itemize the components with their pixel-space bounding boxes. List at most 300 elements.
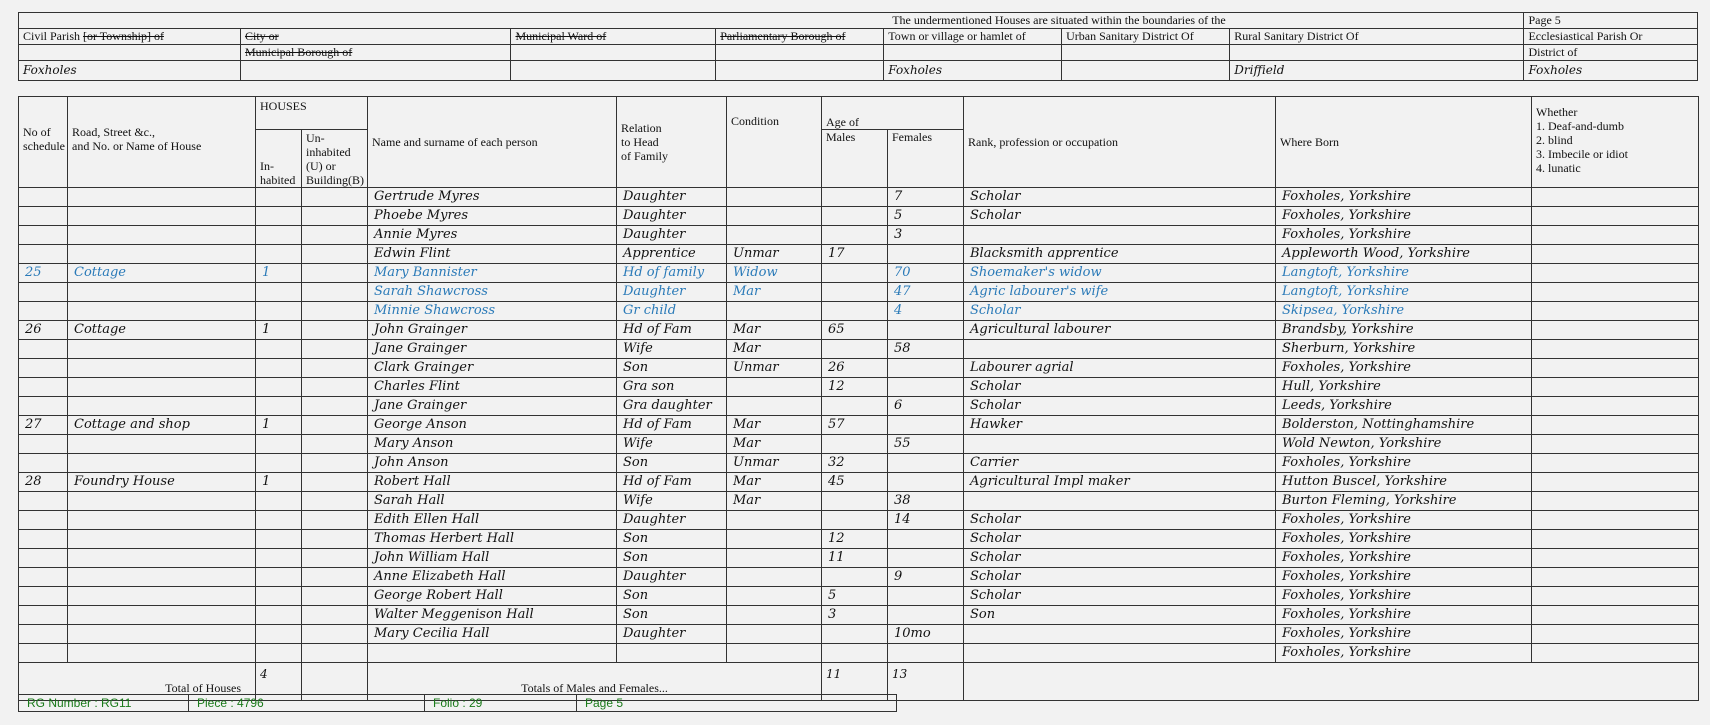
cell-condition [727, 397, 822, 416]
cell-name: Anne Elizabeth Hall [368, 568, 617, 587]
rural-district-value: Driffield [1230, 61, 1524, 81]
table-row [19, 283, 1699, 302]
cell-relation: Gr child [617, 302, 727, 321]
table-row [19, 530, 1699, 549]
table-row [19, 207, 1699, 226]
cell-uninhabited [302, 321, 368, 340]
cell-road [68, 625, 256, 644]
cell-occupation [964, 644, 1276, 663]
cell-occupation: Scholar [964, 397, 1276, 416]
cell-female-age [888, 416, 964, 435]
cell-where-born: Foxholes, Yorkshire [1276, 606, 1532, 625]
cell-condition: Unmar [727, 454, 822, 473]
cell-occupation: Agricultural Impl maker [964, 473, 1276, 492]
cell-inhabited: 1 [256, 321, 302, 340]
cell-infirmity [1532, 359, 1699, 378]
cell-road: Cottage [68, 321, 256, 340]
table-row [19, 625, 1699, 644]
cell-schedule: 25 [19, 264, 68, 283]
cell-road: Cottage and shop [68, 416, 256, 435]
cell-uninhabited [302, 188, 368, 207]
table-row [19, 511, 1699, 530]
ecclesiastical-parish-value: Foxholes [1524, 61, 1698, 81]
cell-relation: Wife [617, 340, 727, 359]
cell-occupation: Scholar [964, 207, 1276, 226]
cell-inhabited [256, 644, 302, 663]
col-houses: HOUSES [256, 97, 368, 130]
cell-where-born: Foxholes, Yorkshire [1276, 207, 1532, 226]
cell-relation: Hd of family [617, 264, 727, 283]
cell-male-age [822, 283, 888, 302]
district-of-label: District of [1524, 45, 1698, 61]
cell-infirmity [1532, 435, 1699, 454]
cell-infirmity [1532, 549, 1699, 568]
cell-infirmity [1532, 264, 1699, 283]
cell-occupation: Scholar [964, 549, 1276, 568]
table-row [19, 397, 1699, 416]
cell-schedule [19, 340, 68, 359]
cell-infirmity [1532, 283, 1699, 302]
cell-name: Walter Meggenison Hall [368, 606, 617, 625]
col-whether: Whether 1. Deaf-and-dumb 2. blind 3. Imbecile or idiot 4. lunatic [1532, 97, 1699, 188]
cell-schedule [19, 492, 68, 511]
cell-infirmity [1532, 511, 1699, 530]
cell-where-born: Burton Fleming, Yorkshire [1276, 492, 1532, 511]
col-inhabited: In- habited [256, 130, 302, 188]
cell-infirmity [1532, 207, 1699, 226]
cell-female-age [888, 378, 964, 397]
cell-female-age: 9 [888, 568, 964, 587]
cell-infirmity [1532, 397, 1699, 416]
cell-relation: Son [617, 549, 727, 568]
cell-condition: Mar [727, 473, 822, 492]
table-row [19, 549, 1699, 568]
cell-name: Edwin Flint [368, 245, 617, 264]
cell-infirmity [1532, 606, 1699, 625]
cell-where-born: Foxholes, Yorkshire [1276, 644, 1532, 663]
cell-inhabited [256, 283, 302, 302]
table-row [19, 245, 1699, 264]
cell-male-age [822, 188, 888, 207]
cell-schedule [19, 549, 68, 568]
municipal-ward-label: Municipal Ward of [511, 29, 716, 45]
table-row [19, 321, 1699, 340]
census-table [18, 96, 1699, 701]
cell-condition: Mar [727, 340, 822, 359]
cell-male-age: 32 [822, 454, 888, 473]
cell-where-born: Foxholes, Yorkshire [1276, 511, 1532, 530]
table-row [19, 606, 1699, 625]
cell-where-born: Foxholes, Yorkshire [1276, 568, 1532, 587]
cell-relation: Wife [617, 435, 727, 454]
cell-name: Mary Anson [368, 435, 617, 454]
cell-infirmity [1532, 226, 1699, 245]
cell-male-age: 12 [822, 530, 888, 549]
cell-uninhabited [302, 549, 368, 568]
cell-road [68, 340, 256, 359]
cell-uninhabited [302, 454, 368, 473]
cell-male-age: 12 [822, 378, 888, 397]
table-row [19, 302, 1699, 321]
cell-inhabited [256, 511, 302, 530]
cell-schedule [19, 625, 68, 644]
city-label: City or [240, 29, 510, 45]
cell-name: Gertrude Myres [368, 188, 617, 207]
total-persons-label: Totals of Males and Females... [368, 663, 822, 701]
cell-inhabited [256, 549, 302, 568]
cell-male-age [822, 226, 888, 245]
cell-male-age: 17 [822, 245, 888, 264]
cell-uninhabited [302, 340, 368, 359]
cell-schedule [19, 378, 68, 397]
cell-occupation: Shoemaker's widow [964, 264, 1276, 283]
table-row [19, 473, 1699, 492]
cell-where-born: Bolderston, Nottinghamshire [1276, 416, 1532, 435]
cell-infirmity [1532, 454, 1699, 473]
col-relation: Relation to Head of Family [617, 97, 727, 188]
cell-occupation [964, 340, 1276, 359]
cell-road [68, 644, 256, 663]
col-males: Males [822, 130, 888, 188]
rg-number: RG Number : RG11 [19, 695, 189, 712]
cell-female-age: 55 [888, 435, 964, 454]
parliamentary-borough-label: Parliamentary Borough of [716, 29, 884, 45]
cell-occupation: Scholar [964, 530, 1276, 549]
cell-uninhabited [302, 207, 368, 226]
cell-road [68, 511, 256, 530]
cell-male-age: 5 [822, 587, 888, 606]
cell-road [68, 549, 256, 568]
cell-occupation: Scholar [964, 587, 1276, 606]
cell-male-age [822, 625, 888, 644]
cell-occupation: Carrier [964, 454, 1276, 473]
cell-infirmity [1532, 302, 1699, 321]
cell-schedule [19, 283, 68, 302]
cell-female-age: 5 [888, 207, 964, 226]
cell-relation: Son [617, 606, 727, 625]
cell-name: Jane Grainger [368, 340, 617, 359]
cell-where-born: Langtoft, Yorkshire [1276, 283, 1532, 302]
cell-name: John Anson [368, 454, 617, 473]
col-females: Females [888, 130, 964, 188]
cell-uninhabited [302, 264, 368, 283]
table-row [19, 226, 1699, 245]
cell-schedule [19, 568, 68, 587]
table-row [19, 340, 1699, 359]
cell-condition [727, 530, 822, 549]
cell-uninhabited [302, 397, 368, 416]
cell-female-age [888, 644, 964, 663]
cell-relation: Wife [617, 492, 727, 511]
cell-male-age: 11 [822, 549, 888, 568]
cell-where-born: Foxholes, Yorkshire [1276, 188, 1532, 207]
cell-where-born: Wold Newton, Yorkshire [1276, 435, 1532, 454]
cell-schedule [19, 454, 68, 473]
piece-number: Piece : 4796 [189, 695, 425, 712]
cell-occupation: Hawker [964, 416, 1276, 435]
table-row [19, 359, 1699, 378]
cell-road [68, 568, 256, 587]
cell-female-age [888, 245, 964, 264]
cell-relation: Son [617, 587, 727, 606]
reference-footer [18, 694, 897, 712]
cell-inhabited [256, 568, 302, 587]
cell-uninhabited [302, 302, 368, 321]
folio-number: Folio : 29 [425, 695, 577, 712]
cell-name: Sarah Hall [368, 492, 617, 511]
cell-male-age: 57 [822, 416, 888, 435]
col-road: Road, Street &c., and No. or Name of House [68, 97, 256, 188]
total-houses-value: 4 [256, 663, 302, 701]
cell-schedule [19, 207, 68, 226]
cell-female-age [888, 549, 964, 568]
cell-condition: Mar [727, 321, 822, 340]
cell-inhabited [256, 226, 302, 245]
cell-uninhabited [302, 606, 368, 625]
cell-relation: Apprentice [617, 245, 727, 264]
cell-road [68, 492, 256, 511]
cell-schedule [19, 644, 68, 663]
cell-infirmity [1532, 492, 1699, 511]
cell-male-age: 65 [822, 321, 888, 340]
cell-uninhabited [302, 416, 368, 435]
table-row [19, 568, 1699, 587]
table-row [19, 435, 1699, 454]
cell-female-age: 3 [888, 226, 964, 245]
cell-female-age: 7 [888, 188, 964, 207]
cell-road [68, 283, 256, 302]
cell-male-age [822, 302, 888, 321]
cell-inhabited [256, 530, 302, 549]
cell-occupation: Scholar [964, 302, 1276, 321]
cell-relation: Daughter [617, 226, 727, 245]
cell-uninhabited [302, 283, 368, 302]
cell-condition: Mar [727, 416, 822, 435]
cell-inhabited [256, 302, 302, 321]
cell-inhabited: 1 [256, 473, 302, 492]
cell-occupation [964, 226, 1276, 245]
cell-schedule: 27 [19, 416, 68, 435]
cell-road [68, 207, 256, 226]
cell-uninhabited [302, 378, 368, 397]
cell-uninhabited [302, 473, 368, 492]
cell-relation [617, 644, 727, 663]
col-uninhabited: Un- inhabited (U) or Building(B) [302, 130, 368, 188]
cell-infirmity [1532, 245, 1699, 264]
cell-inhabited [256, 397, 302, 416]
cell-occupation: Agric labourer's wife [964, 283, 1276, 302]
cell-inhabited [256, 625, 302, 644]
cell-name [368, 644, 617, 663]
cell-inhabited: 1 [256, 264, 302, 283]
cell-occupation [964, 435, 1276, 454]
cell-female-age: 14 [888, 511, 964, 530]
cell-name: Jane Grainger [368, 397, 617, 416]
cell-where-born: Foxholes, Yorkshire [1276, 530, 1532, 549]
cell-relation: Hd of Fam [617, 416, 727, 435]
cell-inhabited [256, 435, 302, 454]
municipal-borough-label: Municipal Borough of [240, 45, 510, 61]
cell-schedule [19, 530, 68, 549]
cell-schedule [19, 397, 68, 416]
cell-relation: Daughter [617, 188, 727, 207]
cell-inhabited [256, 340, 302, 359]
cell-infirmity [1532, 587, 1699, 606]
cell-male-age: 26 [822, 359, 888, 378]
cell-female-age: 6 [888, 397, 964, 416]
cell-where-born: Sherburn, Yorkshire [1276, 340, 1532, 359]
cell-name: Charles Flint [368, 378, 617, 397]
cell-occupation [964, 492, 1276, 511]
cell-infirmity [1532, 321, 1699, 340]
cell-occupation: Blacksmith apprentice [964, 245, 1276, 264]
cell-where-born: Leeds, Yorkshire [1276, 397, 1532, 416]
rural-district-label: Rural Sanitary District Of [1230, 29, 1524, 45]
cell-schedule [19, 245, 68, 264]
cell-infirmity [1532, 188, 1699, 207]
table-row [19, 416, 1699, 435]
total-males: 11 [822, 663, 888, 701]
cell-uninhabited [302, 245, 368, 264]
cell-road [68, 587, 256, 606]
table-row [19, 378, 1699, 397]
cell-male-age [822, 568, 888, 587]
cell-infirmity [1532, 340, 1699, 359]
cell-road: Foundry House [68, 473, 256, 492]
cell-relation: Daughter [617, 568, 727, 587]
cell-road [68, 188, 256, 207]
col-occupation: Rank, profession or occupation [964, 97, 1276, 188]
cell-uninhabited [302, 359, 368, 378]
cell-where-born: Foxholes, Yorkshire [1276, 359, 1532, 378]
cell-condition [727, 207, 822, 226]
cell-male-age [822, 340, 888, 359]
cell-uninhabited [302, 226, 368, 245]
cell-uninhabited [302, 530, 368, 549]
cell-road [68, 226, 256, 245]
col-where-born: Where Born [1276, 97, 1532, 188]
col-name: Name and surname of each person [368, 97, 617, 188]
cell-male-age [822, 397, 888, 416]
cell-male-age [822, 264, 888, 283]
cell-occupation: Labourer agrial [964, 359, 1276, 378]
cell-female-age: 10mo [888, 625, 964, 644]
cell-condition: Mar [727, 492, 822, 511]
cell-condition [727, 549, 822, 568]
cell-male-age [822, 492, 888, 511]
cell-where-born: Foxholes, Yorkshire [1276, 587, 1532, 606]
cell-infirmity [1532, 530, 1699, 549]
cell-where-born: Foxholes, Yorkshire [1276, 625, 1532, 644]
cell-name: Sarah Shawcross [368, 283, 617, 302]
cell-condition [727, 188, 822, 207]
cell-inhabited [256, 378, 302, 397]
cell-relation: Daughter [617, 625, 727, 644]
total-females: 13 [888, 663, 964, 701]
cell-relation: Daughter [617, 207, 727, 226]
cell-relation: Daughter [617, 511, 727, 530]
urban-district-label: Urban Sanitary District Of [1062, 29, 1230, 45]
cell-infirmity [1532, 644, 1699, 663]
cell-schedule [19, 302, 68, 321]
page-number: Page 5 [1524, 13, 1698, 29]
cell-road [68, 302, 256, 321]
cell-condition: Unmar [727, 359, 822, 378]
cell-relation: Daughter [617, 283, 727, 302]
cell-condition: Mar [727, 283, 822, 302]
cell-occupation: Scholar [964, 511, 1276, 530]
cell-name: Annie Myres [368, 226, 617, 245]
table-row [19, 492, 1699, 511]
table-row [19, 644, 1699, 663]
cell-schedule: 26 [19, 321, 68, 340]
civil-parish-label: Civil Parish [or Township] of [19, 29, 241, 45]
cell-road [68, 435, 256, 454]
cell-female-age [888, 359, 964, 378]
cell-inhabited [256, 454, 302, 473]
cell-inhabited [256, 606, 302, 625]
cell-condition [727, 587, 822, 606]
cell-condition: Mar [727, 435, 822, 454]
table-row [19, 264, 1699, 283]
cell-road [68, 245, 256, 264]
cell-male-age: 45 [822, 473, 888, 492]
cell-where-born: Brandsby, Yorkshire [1276, 321, 1532, 340]
cell-occupation: Scholar [964, 568, 1276, 587]
cell-infirmity [1532, 378, 1699, 397]
cell-infirmity [1532, 473, 1699, 492]
cell-name: Minnie Shawcross [368, 302, 617, 321]
cell-infirmity [1532, 568, 1699, 587]
cell-road: Cottage [68, 264, 256, 283]
cell-name: Robert Hall [368, 473, 617, 492]
civil-parish-value: Foxholes [19, 61, 241, 81]
cell-infirmity [1532, 625, 1699, 644]
cell-schedule [19, 359, 68, 378]
cell-infirmity [1532, 416, 1699, 435]
cell-inhabited [256, 245, 302, 264]
cell-name: Clark Grainger [368, 359, 617, 378]
cell-female-age: 38 [888, 492, 964, 511]
cell-name: Edith Ellen Hall [368, 511, 617, 530]
cell-female-age: 70 [888, 264, 964, 283]
cell-name: George Anson [368, 416, 617, 435]
cell-occupation [964, 625, 1276, 644]
cell-uninhabited [302, 625, 368, 644]
cell-road [68, 397, 256, 416]
table-row [19, 188, 1699, 207]
cell-relation: Son [617, 454, 727, 473]
cell-uninhabited [302, 492, 368, 511]
cell-female-age: 4 [888, 302, 964, 321]
cell-female-age [888, 530, 964, 549]
cell-road [68, 359, 256, 378]
ecclesiastical-parish-label: Ecclesiastical Parish Or [1524, 29, 1698, 45]
parish-header [18, 12, 1698, 81]
table-row [19, 587, 1699, 606]
cell-inhabited: 1 [256, 416, 302, 435]
cell-occupation: Scholar [964, 188, 1276, 207]
cell-schedule: 28 [19, 473, 68, 492]
cell-inhabited [256, 359, 302, 378]
cell-occupation: Son [964, 606, 1276, 625]
cell-male-age [822, 435, 888, 454]
cell-name: John William Hall [368, 549, 617, 568]
cell-where-born: Foxholes, Yorkshire [1276, 226, 1532, 245]
cell-road [68, 454, 256, 473]
cell-schedule [19, 587, 68, 606]
cell-female-age [888, 454, 964, 473]
